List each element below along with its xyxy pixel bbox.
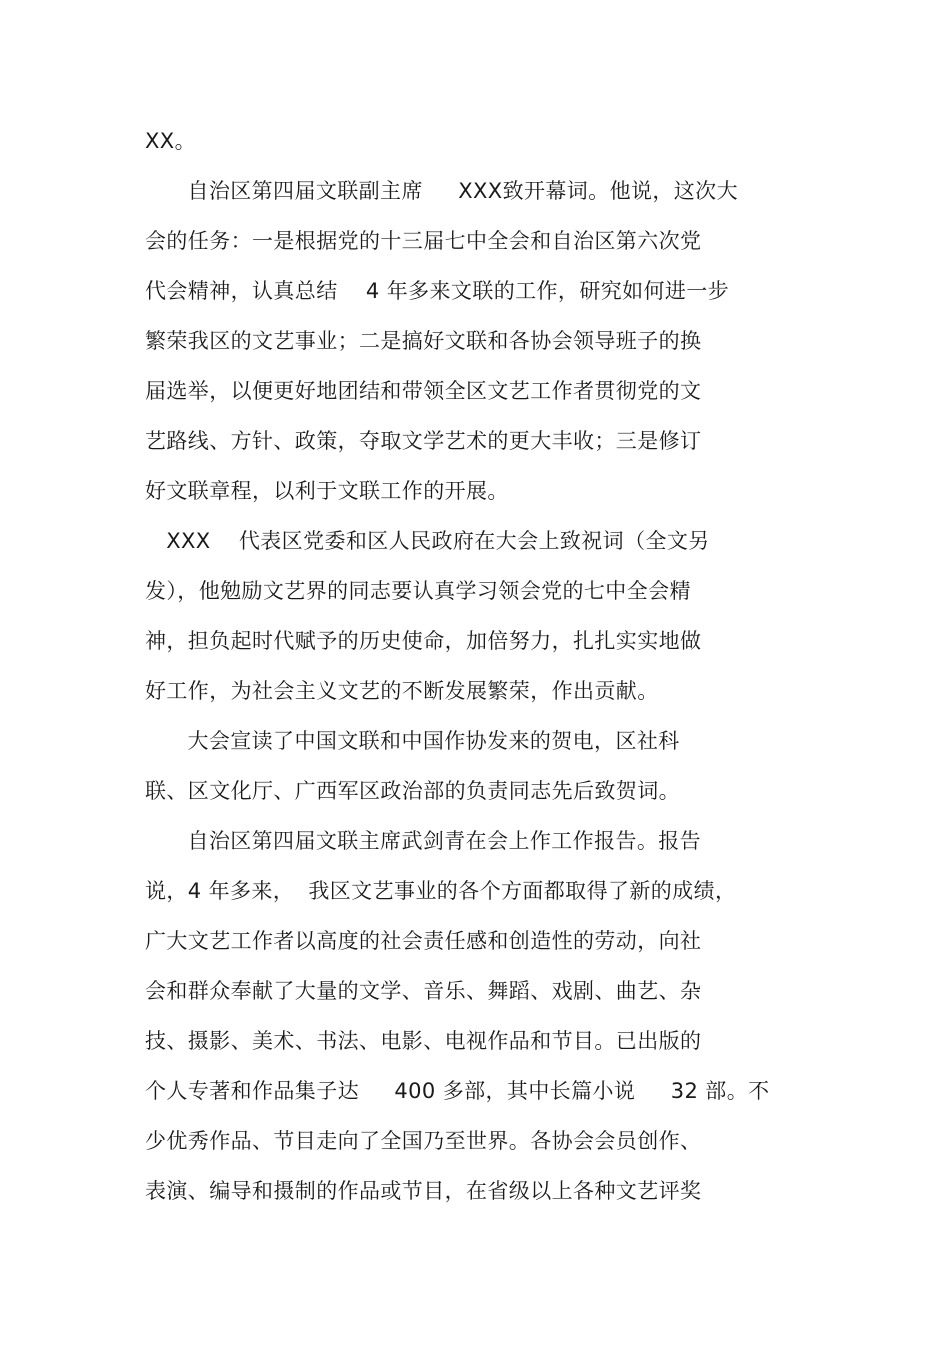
text-line: 繁荣我区的文艺事业；二是搞好文联和各协会领导班子的换 <box>145 329 702 353</box>
text-line: 神，担负起时代赋予的历史使命，加倍努力，扎扎实实地做 <box>145 629 702 653</box>
text-line: 表演、编导和摄制的作品或节目，在省级以上各种文艺评奖 <box>145 1179 702 1203</box>
text-line: 会和群众奉献了大量的文学、音乐、舞蹈、戏剧、曲艺、杂 <box>145 979 702 1003</box>
text-line: 技、摄影、美术、书法、电影、电视作品和节目。已出版的 <box>145 1029 702 1053</box>
text-line: 联、区文化厅、广西军区政治部的负责同志先后致贺词。 <box>145 779 680 803</box>
text-line: XX。 <box>145 129 196 153</box>
text-line: 广大文艺工作者以高度的社会责任感和创造性的劳动，向社 <box>145 929 702 953</box>
text-line: 好文联章程，以利于文联工作的开展。 <box>145 479 509 503</box>
text-line: XXX 代表区党委和区人民政府在大会上致祝词（全文另 <box>145 529 710 553</box>
text-line: 自治区第四届文联副主席 XXX致开幕词。他说，这次大 <box>145 179 738 203</box>
text-line: 艺路线、方针、政策，夺取文学艺术的更大丰收；三是修订 <box>145 429 702 453</box>
text-line: 少优秀作品、节目走向了全国乃至世界。各协会会员创作、 <box>145 1129 702 1153</box>
text-line: 说，4 年多来， 我区文艺事业的各个方面都取得了新的成绩， <box>145 879 737 903</box>
text-line: 发），他勉励文艺界的同志要认真学习领会党的七中全会精 <box>145 579 691 603</box>
text-line: 自治区第四届文联主席武剑青在会上作工作报告。报告 <box>145 829 702 853</box>
text-line: 会的任务：一是根据党的十三届七中全会和自治区第六次党 <box>145 229 702 253</box>
text-line: 好工作，为社会主义文艺的不断发展繁荣，作出贡献。 <box>145 679 659 703</box>
text-line: 个人专著和作品集子达 400 多部，其中长篇小说 32 部。不 <box>145 1079 770 1103</box>
text-line: 届选举，以便更好地团结和带领全区文艺工作者贯彻党的文 <box>145 379 702 403</box>
text-line: 大会宣读了中国文联和中国作协发来的贺电，区社科 <box>145 729 680 753</box>
text-line: 代会精神，认真总结 4 年多来文联的工作，研究如何进一步 <box>145 279 730 303</box>
